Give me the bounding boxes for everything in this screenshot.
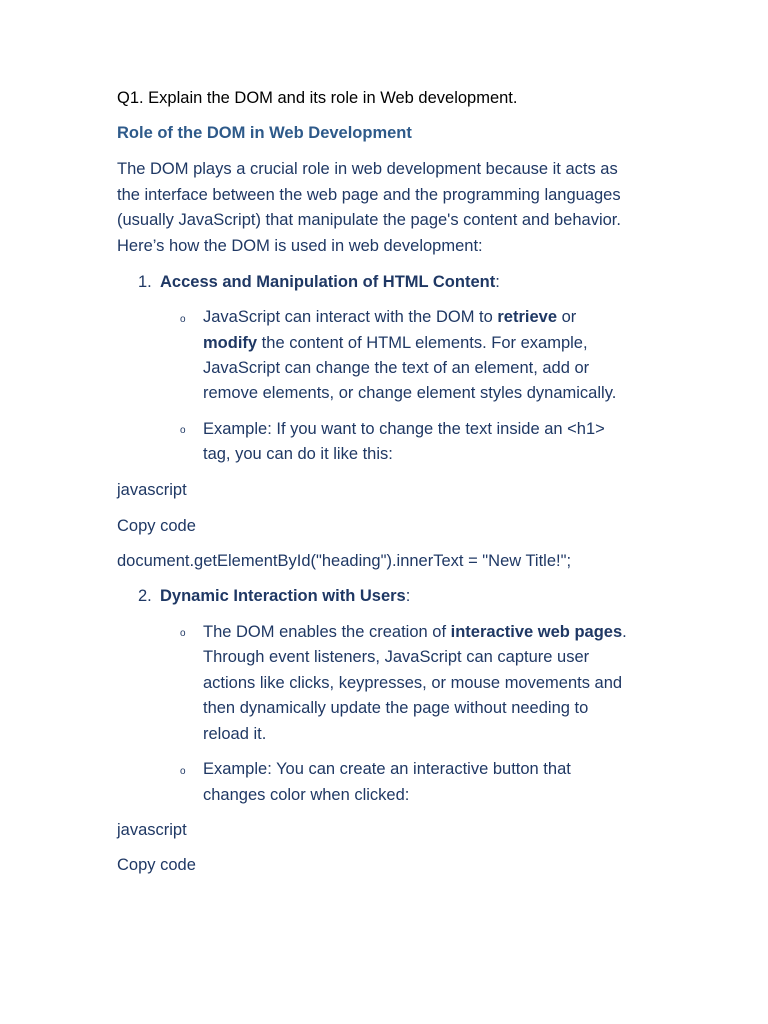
item-2-colon: : [405,587,411,605]
intro-line-1: The DOM plays a crucial role in web development because it acts as [117,160,618,178]
code-language-label: javascript [117,821,187,839]
item-1-bullet-2-line-1: Example: If you want to change the text inside an <h1> [203,420,605,438]
item-2-bullet-1-line-4: then dynamically update the page without needing to [203,699,589,717]
item-1-colon: : [495,273,500,291]
item-2-bullet-1-line-5: reload it. [203,725,267,743]
text-run: The DOM enables the creation of [203,623,451,641]
bullet-icon: o [180,314,186,325]
item-2-number: 2. [138,587,152,605]
item-1-bullet-1-line-2 [203,331,588,357]
text-run: the content of HTML elements. For example, [257,334,588,352]
item-1-title [160,270,500,296]
text-run: JavaScript can interact with the DOM to [203,308,498,326]
bold-modify: modify [203,334,258,352]
item-2-bullet-1-line-1 [203,620,627,646]
bullet-icon: o [180,628,186,639]
intro-line-4: Here’s how the DOM is used in web development: [117,237,483,255]
item-1-title-text: Access and Manipulation of HTML Content [160,273,496,291]
bullet-icon: o [180,425,186,436]
item-2-bullet-1-line-3: actions like clicks, keypresses, or mouse movements and [203,674,623,692]
item-1-bullet-2-line-2: tag, you can do it like this: [203,445,393,463]
item-2-bullet-2-line-1: Example: You can create an interactive button that [203,760,571,778]
bullet-icon: o [180,766,186,777]
intro-line-2: the interface between the web page and the programming languages [117,186,621,204]
bold-retrieve: retrieve [497,308,558,326]
item-2-bullet-1-line-2: Through event listeners, JavaScript can capture user [203,648,590,666]
item-1-bullet-1-line-3: JavaScript can change the text of an element, add or [203,359,590,377]
item-1-bullet-1-line-4: remove elements, or change element styles dynamically. [203,384,617,402]
item-1-bullet-1-line-1 [203,305,576,331]
item-2-title-text: Dynamic Interaction with Users [160,587,406,605]
question-heading: Q1. Explain the DOM and its role in Web development. [117,89,518,107]
bold-interactive-web-pages: interactive web pages [450,623,623,641]
copy-code-button[interactable]: Copy code [117,517,196,535]
intro-line-3: (usually JavaScript) that manipulate the page's content and behavior. [117,211,621,229]
item-2-title [160,584,410,610]
item-2-bullet-2-line-2: changes color when clicked: [203,786,410,804]
code-line: document.getElementById("heading").innerText = "New Title!"; [117,552,572,570]
copy-code-button[interactable]: Copy code [117,856,196,874]
section-heading: Role of the DOM in Web Development [117,124,412,142]
code-language-label: javascript [117,481,187,499]
text-run: . [622,623,627,641]
text-run: or [557,308,577,326]
item-1-number: 1. [138,273,152,291]
